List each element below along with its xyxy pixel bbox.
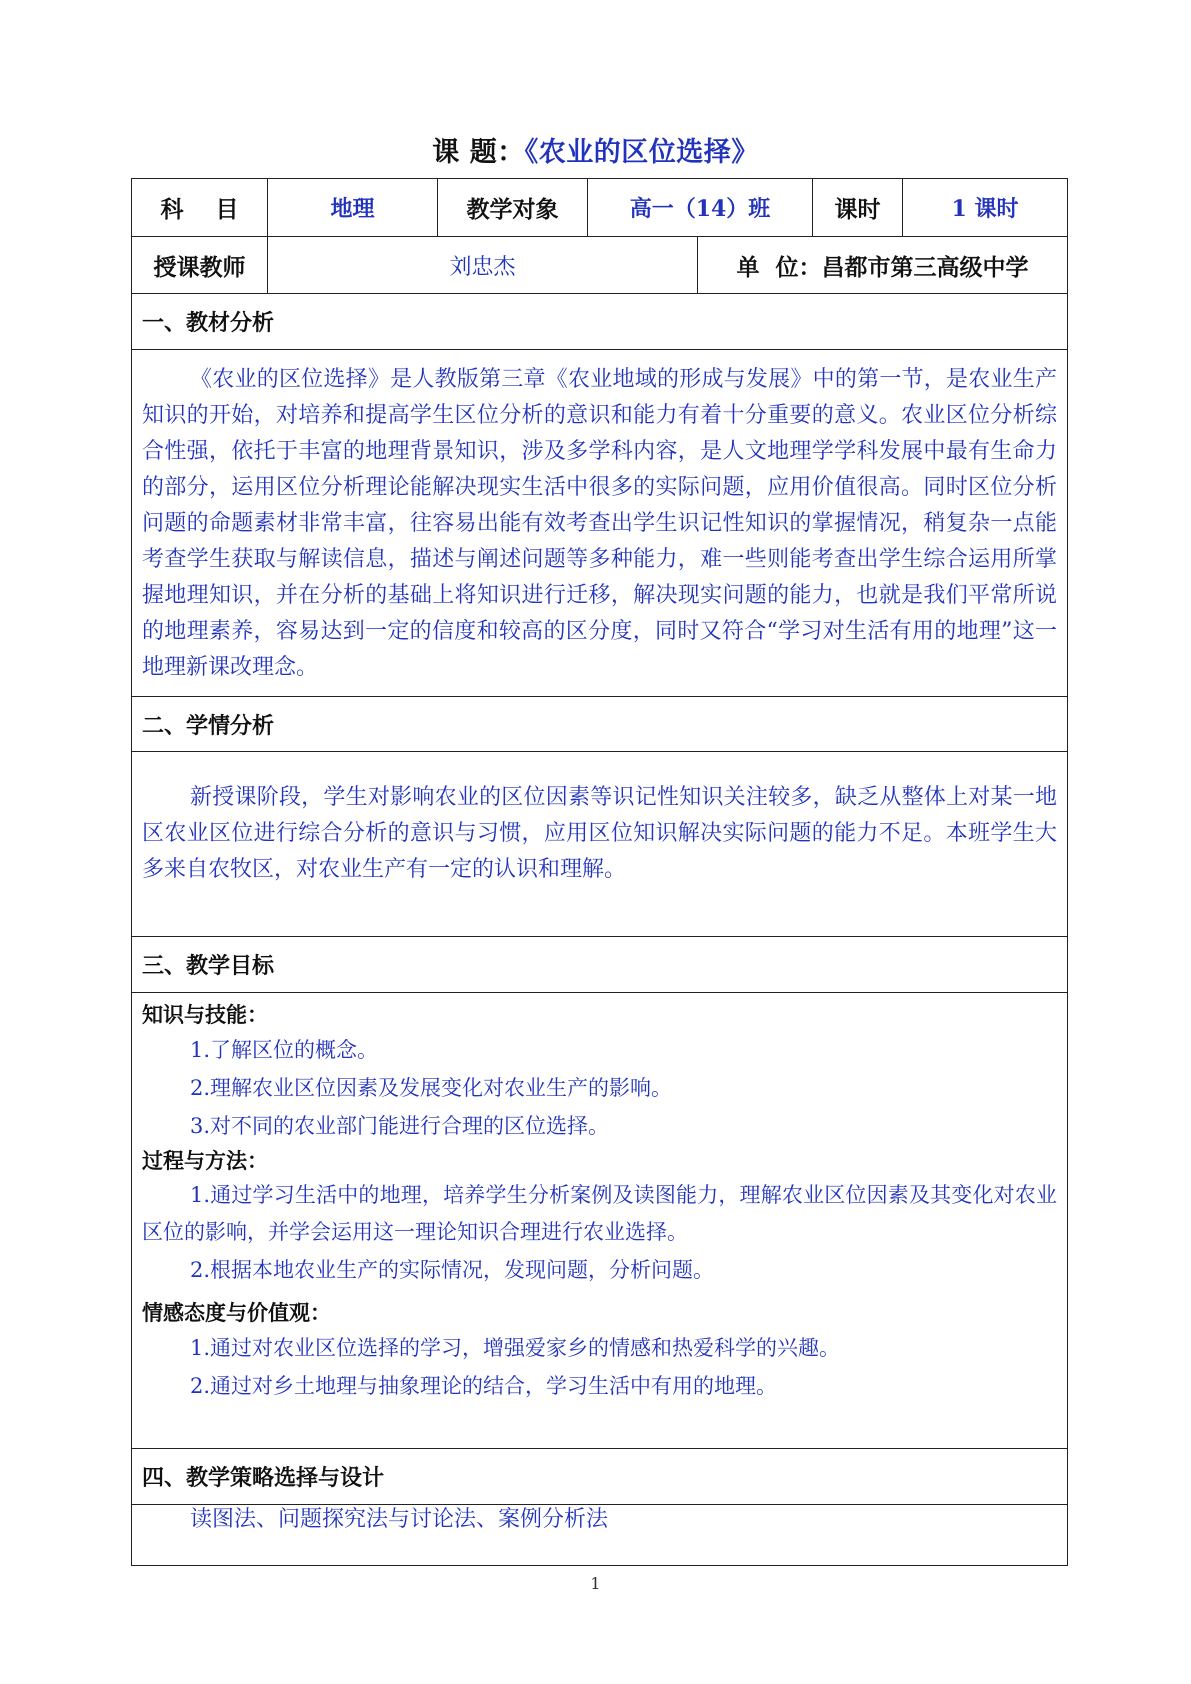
section-heading-students: 二、学情分析 [132,697,1068,752]
process-item: 2.根据本地农业生产的实际情况，发现问题，分析问题。 [190,1258,715,1282]
process-method-label: 过程与方法： [142,1148,268,1173]
process-item: 1.通过学习生活中的地理，培养学生分析案例及读图能力，理解农业区位因素及其变化对农业区位的影响，并学会运用这一理论知识合理进行农业选择。 [142,1183,1057,1244]
knowledge-item: 1.了解区位的概念。 [190,1038,379,1062]
info-row-2 [132,237,1068,294]
strategy-body [132,1505,1068,1566]
emotion-item: 1.通过对农业区位选择的学习，增强爱家乡的情感和热爱科学的兴趣。 [190,1336,841,1360]
section-row [132,697,1068,752]
section-heading-materials: 一、教材分析 [132,294,1068,350]
audience-value: 高一（14）班 [588,179,813,237]
subject-label: 科 目 [132,179,268,237]
knowledge-item: 3.对不同的农业部门能进行合理的区位选择。 [190,1114,610,1138]
title-prefix: 课 题： [432,137,525,168]
strategy-text: 读图法、问题探究法与讨论法、案例分析法 [190,1507,609,1532]
subject-value: 地理 [268,179,438,237]
audience-label: 教学对象 [438,179,588,237]
section-row [132,294,1068,350]
unit-text: 单 位：昌都市第三高级中学 [698,237,1068,294]
document-title [0,130,1191,169]
title-lesson-name: 《农业的区位选择》 [524,137,759,168]
objectives-body [132,993,1068,1449]
section-body-row [132,350,1068,697]
teacher-label: 授课教师 [132,237,268,294]
section-heading-objectives: 三、教学目标 [132,937,1068,993]
materials-analysis-text: 《农业的区位选择》是人教版第三章《农业地域的形成与发展》中的第一节，是农业生产知识的开始，对培养和提高学生区位分析的意识和能力有着十分重要的意义。农业区位分析综合性强，依托于丰富的地理背景知识，涉及多学科内容，是人文地理学学科发展中最有生命力的部分，运用区位分析理论能解决现实生活中很多的实际问题，应用价值很高。同时区位分析问题的命题素材非常丰富，往容易出能有效考查出学生识记性知识的掌握情况，稍复杂一点能考查学生获取与解读信息，描述与阐述问题等多种能力，难一些则能考查出学生综合运用所掌握地理知识，并在分析的基础上将知识进行迁移，解决现实问题的能力，也就是我们平常所说的地理素养，容易达到一定的信度和较高的区分度，同时又符合“学习对生活有用的地理”这一地理新课改理念。 [142,367,1057,680]
hours-label: 课时 [813,179,903,237]
info-row-1 [132,179,1068,237]
section-heading-strategy: 四、教学策略选择与设计 [132,1449,1068,1505]
section-body-row [132,752,1068,937]
page-number: 1 [590,1574,601,1593]
section-row [132,1449,1068,1505]
emotion-item: 2.通过对乡土地理与抽象理论的结合，学习生活中有用的地理。 [190,1374,778,1398]
student-analysis-text: 新授课阶段，学生对影响农业的区位因素等识记性知识关注较多，缺乏从整体上对某一地区农业区位进行综合分析的意识与习惯，应用区位知识解决实际问题的能力不足。本班学生大多来自农牧区，对农业生产有一定的认识和理解。 [142,785,1057,882]
teacher-value: 刘忠杰 [268,237,698,294]
section-body-row [132,993,1068,1449]
emotion-values-label: 情感态度与价值观： [142,1300,331,1325]
knowledge-skills-label: 知识与技能： [142,1002,268,1027]
hours-value: 1 课时 [903,179,1068,237]
knowledge-item: 2.理解农业区位因素及发展变化对农业生产的影响。 [190,1076,673,1100]
section-body-row [132,1505,1068,1566]
section-row [132,937,1068,993]
student-analysis-body [132,752,1068,937]
lesson-plan-table [131,178,1068,1566]
materials-analysis-body [132,350,1068,697]
